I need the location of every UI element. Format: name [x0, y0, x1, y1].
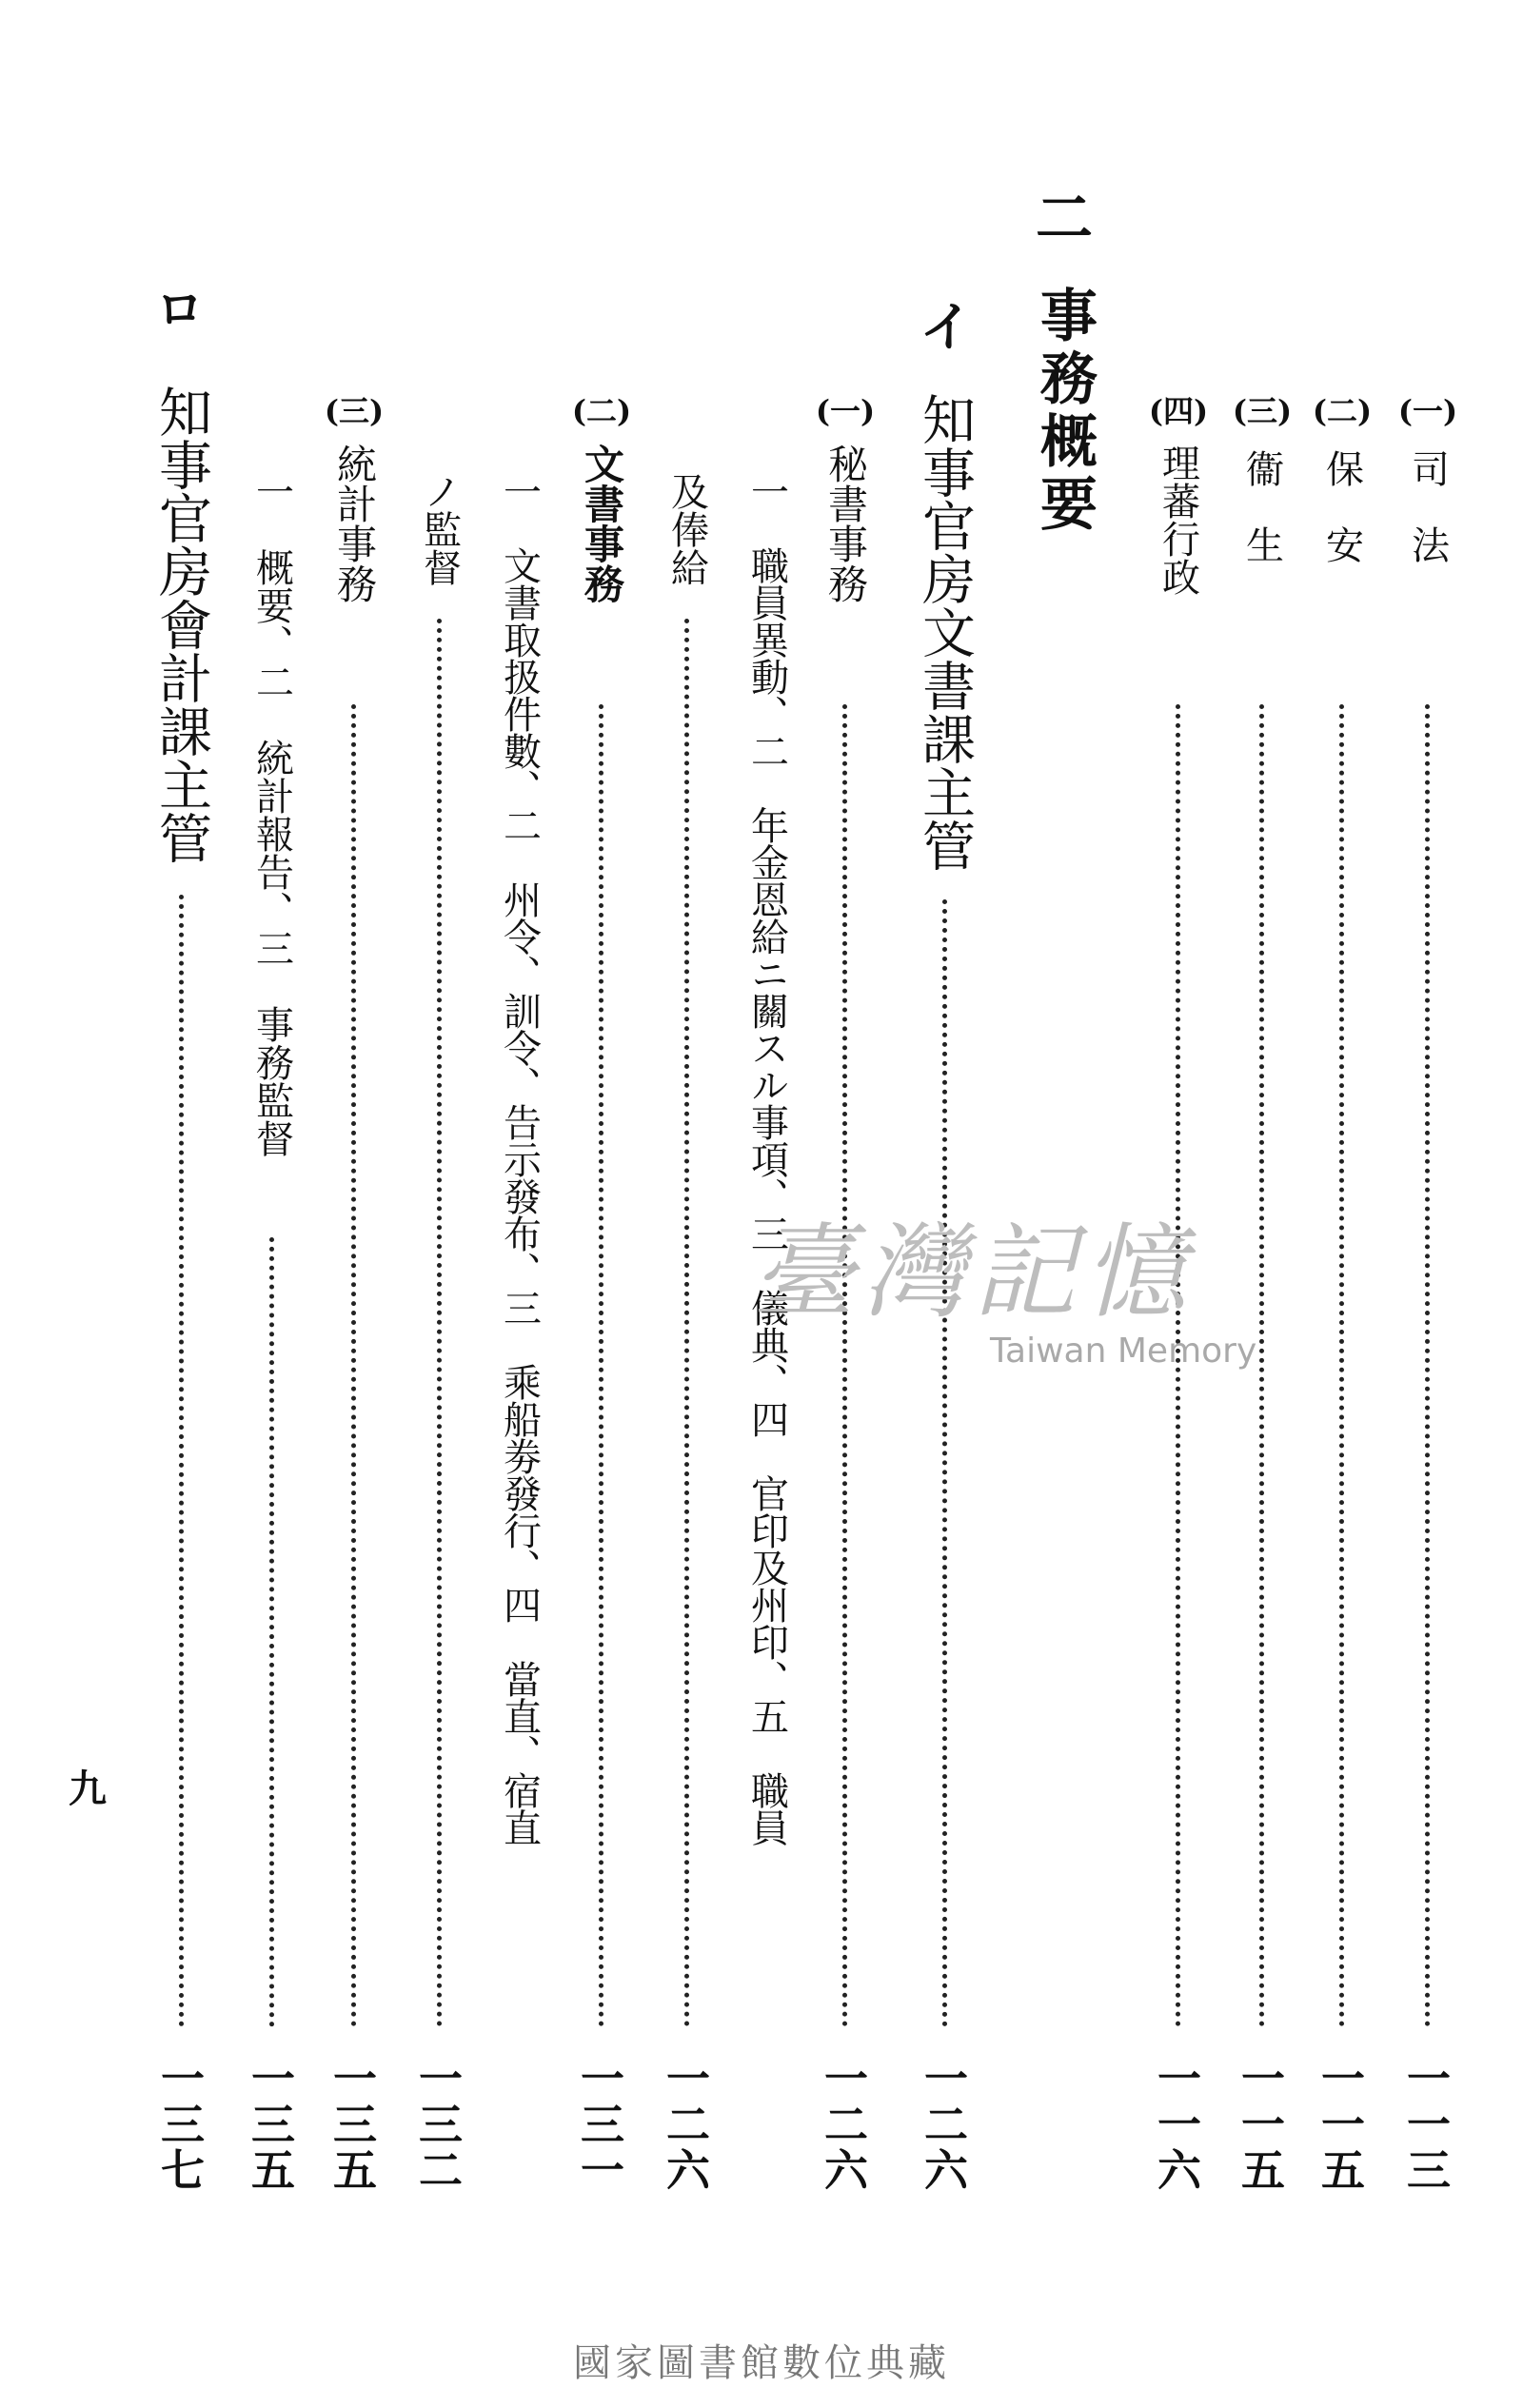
section-i-leader [942, 899, 947, 2027]
outline-item-1[interactable] [1392, 393, 1464, 563]
section-i-page: 一二六 [918, 2056, 969, 2193]
outline-item-label: 衞 生 [1239, 449, 1284, 563]
subsection-3-detail-page: 一三五 [245, 2056, 296, 2193]
subsection-1-detail-text: 一 職員異動、二 年金恩給ニ關スル事項、三 儀典、四 官印及州印、五 職員 [744, 472, 789, 1845]
section-ro-leader [179, 895, 184, 2027]
outline-item-3-leader [1259, 704, 1264, 2027]
footer-credit: 國家圖書館數位典藏 [573, 2341, 950, 2385]
subsection-2[interactable] [565, 393, 638, 603]
subsection-3-page: 一三五 [326, 2056, 378, 2193]
subsection-2-detail-text-cont: ノ監督 [417, 472, 462, 586]
section-i-title-col[interactable] [904, 392, 984, 872]
page-number: 九 [69, 1767, 107, 1811]
watermark-logo-text: 臺灣記憶 [752, 1214, 1195, 1332]
subsection-1-detail-line2 [651, 472, 723, 586]
watermark-english: Taiwan Memory [990, 1332, 1257, 1371]
subsection-2-detail-line1 [484, 472, 556, 1845]
subsection-3-detail-line1 [236, 472, 308, 1157]
section-title: 事務概要 [1031, 286, 1098, 537]
subsection-2-leader [599, 704, 603, 2027]
outline-item-2-leader [1339, 704, 1344, 2027]
outline-item-label: 保 安 [1319, 449, 1364, 563]
subsection-number: (三) [324, 393, 385, 429]
subsection-number: (二) [571, 393, 632, 429]
section-i-title: 知事官房文書課主管 [914, 392, 976, 872]
subsection-3-detail-text: 一 概要、二 統計報告、三 事務監督 [249, 472, 294, 1157]
subsection-1-detail-page: 一二六 [660, 2056, 711, 2193]
outline-item-3[interactable] [1226, 393, 1298, 563]
outline-item-3-page: 一一五 [1235, 2056, 1286, 2193]
section-title-col [1028, 286, 1100, 537]
subsection-1-detail-text-cont: 及俸給 [664, 472, 709, 586]
section-ro-title: 知事官房會計課主管 [150, 385, 212, 864]
outline-item-label: 司 法 [1405, 449, 1450, 563]
section-ro-title-col[interactable] [141, 385, 221, 864]
subsection-1-detail-leader [684, 619, 689, 2027]
subsection-1-page: 一二六 [818, 2056, 869, 2193]
outline-item-number: (一) [1397, 393, 1458, 429]
section-number: 二 [1036, 186, 1093, 252]
outline-item-4-page: 一一六 [1151, 2056, 1202, 2193]
outline-item-number: (四) [1148, 393, 1209, 429]
subsection-title: 文書事務 [579, 444, 625, 603]
outline-item-2-page: 一一五 [1315, 2056, 1366, 2193]
subsection-2-detail-leader [437, 619, 442, 2027]
section-i-marker: イ [920, 296, 973, 359]
subsection-2-detail-text: 一 文書取扱件數、二 州令、訓令、告示發布、三 乘船劵發行、四 當直、宿直 [497, 472, 542, 1845]
outline-item-4[interactable] [1142, 393, 1215, 596]
subsection-2-page: 一三一 [574, 2056, 625, 2193]
outline-item-2[interactable] [1306, 393, 1378, 563]
subsection-3-leader [351, 704, 356, 2027]
outline-item-1-leader [1425, 704, 1430, 2027]
subsection-3-detail-leader [269, 1237, 274, 2027]
outline-item-label: 理蕃行政 [1156, 444, 1200, 596]
outline-item-number: (三) [1232, 393, 1293, 429]
watermark [752, 1190, 1256, 1371]
outline-item-1-page: 一一三 [1400, 2056, 1452, 2193]
subsection-1[interactable] [809, 393, 881, 603]
subsection-title: 秘書事務 [822, 444, 869, 603]
subsection-1-detail-line1 [731, 472, 803, 1845]
subsection-2-detail-page: 一三二 [412, 2056, 464, 2193]
subsection-number: (一) [815, 393, 876, 429]
section-ro-marker: ロ [156, 281, 204, 337]
subsection-3[interactable] [318, 393, 390, 603]
subsection-2-detail-line2 [404, 472, 476, 586]
section-ro-page: 一三七 [154, 2056, 206, 2193]
subsection-title: 統計事務 [331, 444, 378, 603]
outline-item-number: (二) [1312, 393, 1373, 429]
